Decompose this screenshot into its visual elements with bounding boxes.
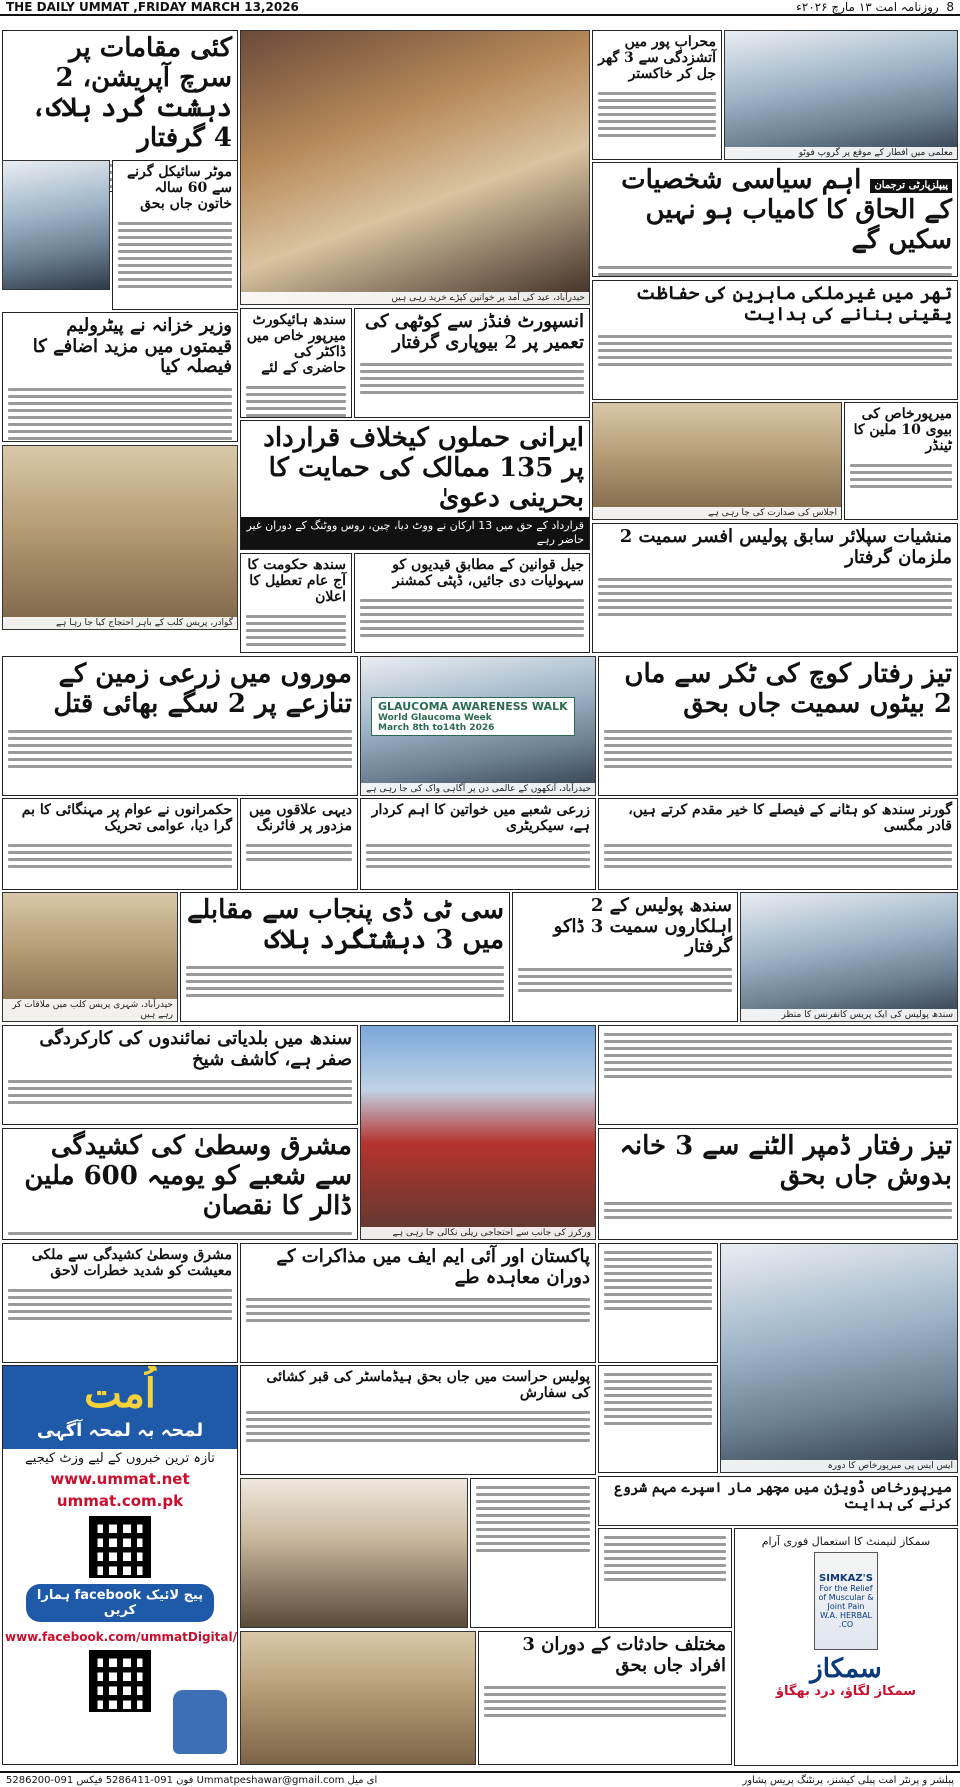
story-s2-headline: محراب پور میں آتشزدگی سے 3 گھر جل کر خاکستر (598, 34, 716, 83)
photo-p6-caption: ورکرز کی جانب سے احتجاجی ریلی نکالی جا رہی ہے (361, 1227, 595, 1239)
photo-p2-caption: معلمی میں افطار کے موقع پر گروپ فوٹو (725, 147, 957, 159)
story-s19-headline: سندھ پولیس کے 2 اہلکاروں سمیت 3 ڈاکو گرفتار (553, 895, 732, 958)
ad-ummat (2, 1365, 238, 1765)
story-s19 (512, 892, 738, 1022)
story-s27-body (598, 1365, 718, 1473)
photo-ssp-visit (720, 1243, 958, 1473)
story-s18 (180, 892, 510, 1022)
story-s26 (478, 1631, 732, 1765)
story-s3-kicker: پیپلزپارٹی ترجمان (870, 179, 952, 193)
photo-glaucoma-walk (360, 656, 596, 796)
photo-p7-caption: ایس ایس پی میرپورخاص کا دورہ (721, 1460, 957, 1472)
story-s17-headline: دیہی علاقوں میں مزدور پر فائرنگ (248, 802, 352, 835)
story-s4 (112, 160, 238, 310)
story-s4-headline: موٹر سائیکل گرنے سے 60 سالہ خاتون جاں بحق (126, 164, 232, 213)
photo-suspects (2, 160, 110, 290)
photo-group (724, 30, 958, 160)
story-s10-headline: منشیات سپلائر سابق پولیس افسر سمیت 2 ملزمان گرفتار (619, 526, 952, 568)
story-s25-headline: پولیس حراست میں جاں بحق ہیڈماسٹر کی قبر کشائی کی سفارش (266, 1369, 590, 1402)
story-s29 (598, 798, 958, 890)
story-s16-headline: زرعی شعبے میں خواتین کا اہم کردار ہے، سیکریٹری (371, 802, 590, 835)
photo-p8-caption: اجلاس کی صدارت کی جا رہی ہے (593, 507, 841, 519)
photo-press-club (2, 445, 238, 630)
story-s27 (598, 1476, 958, 1526)
story-s20 (2, 1025, 358, 1125)
story-s23 (2, 1243, 238, 1363)
story-s29-headline: گورنر سندھ کو ہٹانے کے فیصلے کا خیر مقدم کرتے ہیں، قادر مگسی (628, 802, 952, 835)
story-s11 (354, 553, 590, 653)
photo-p3-caption: گوادر، پریس کلب کے باہر احتجاج کیا جا رہا ہے (3, 617, 237, 629)
photo-p4-caption: حیدرآباد، آنکھوں کے عالمی دن پر آگاہی واک کی جا رہی ہے (361, 783, 595, 795)
photo-police-press (740, 892, 958, 1022)
story-s8-headline: تھر میں غیرملکی ماہرین کی حفاظت یقینی بنانے کی ہدایت (635, 283, 952, 325)
story-s13 (2, 656, 358, 796)
story-s22-top (598, 1025, 958, 1125)
story-s26-headline: مختلف حادثات کے دوران 3 افراد جاں بحق (522, 1634, 726, 1676)
masthead-english: THE DAILY UMMAT ,FRIDAY MARCH 13,2026 (6, 0, 299, 14)
story-s5 (2, 312, 238, 442)
story-s20-headline: سندھ میں بلدیاتی نمائندوں کی کارکردگی صفر ہے، کاشف شیخ (39, 1028, 352, 1070)
story-s21 (2, 1128, 358, 1240)
story-s24-headline: پاکستان اور آئی ایم ایف میں مذاکرات کے دوران معاہدہ طے (276, 1246, 590, 1288)
photo-conference-table (240, 1478, 468, 1628)
ad-simkaz-brand: سمکاز (810, 1654, 882, 1684)
story-s1-headline: کئی مقامات پر سرچ آپریشن، 2 دہشت گرد ہلاک، 4 گرفتار (31, 33, 232, 153)
story-s15 (2, 798, 238, 890)
story-s6 (240, 308, 352, 418)
story-s7 (354, 308, 590, 418)
ad-ummat-url1[interactable]: www.ummat.net (50, 1470, 190, 1488)
qr-code-icon-2 (89, 1650, 151, 1712)
story-s27-intro (598, 1243, 718, 1363)
story-s8 (592, 280, 958, 400)
photo-p1-caption: حیدرآباد، عید کی آمد پر خواتین کپڑے خرید رہی ہیں (241, 292, 589, 304)
photo-office-meeting (240, 1631, 476, 1765)
glaucoma-banner (371, 697, 575, 736)
photo-p5-caption: سندھ پولیس کی ایک پریس کانفرنس کا منظر (741, 1009, 957, 1021)
story-s14 (598, 656, 958, 796)
story-s3-headline-text: اہم سیاسی شخصیات کے الحاق کا کامیاب ہو نہیں سکیں گے (621, 165, 952, 255)
story-s6-headline: سندھ ہائیکورٹ میرپور خاص میں ڈاکٹر کی حاضری کے لئے (246, 312, 346, 377)
footer (0, 1771, 960, 1787)
qr-code-icon (89, 1516, 151, 1578)
story-s3-headline (593, 163, 957, 259)
ad-ummat-visit: تازہ ترین خبروں کے لیے وزٹ کیجیے (25, 1451, 215, 1466)
masthead-urdu (796, 0, 954, 14)
masthead-urdu-date: روزنامہ امت ۱۳ مارچ ۲۰۲۶ء (796, 0, 939, 14)
story-s18-headline: سی ٹی ڈی پنجاب سے مقابلے میں 3 دہشتگرد ہلاک (187, 895, 504, 955)
story-s10 (592, 523, 958, 653)
story-s22 (598, 1128, 958, 1240)
story-s21-headline: مشرق وسطیٰ کی کشیدگی سے شعبے کو یومیہ 600 ملین ڈالر کا نقصان (24, 1131, 352, 1221)
story-s7-headline: انسپورٹ فنڈز سے کوٹھی کی تعمیر پر 2 بیوپاری گرفتار (364, 311, 584, 353)
story-s28 (844, 402, 958, 520)
story-s5-headline: وزیر خزانہ نے پیٹرولیم قیمتوں میں مزید اضافے کا فیصلہ کیا (32, 315, 232, 378)
story-s17 (240, 798, 358, 890)
story-s27-headline: میرپورخاص ڈویژن میں مچھر مار اسپرے مہم شروع کرنے کی ہدایت (614, 1480, 952, 1513)
story-s2 (592, 30, 722, 160)
photo-press-conference-left (2, 892, 178, 1022)
glaucoma-banner-dates: March 8th to14th 2026 (378, 723, 495, 733)
story-s11-headline: جیل قوانین کے مطابق قیدیوں کو سہولیات دی جائیں، ڈپٹی کمشنر (392, 557, 584, 590)
story-s23-headline: مشرق وسطیٰ کشیدگی سے ملکی معیشت کو شدید خطرات لاحق (31, 1247, 232, 1280)
photo-p9-caption: حیدرآباد، شہری پریس کلب میں ملاقات کر رہے ہیں (3, 999, 177, 1021)
footer-address: پبلشر و پرنٹر امت پبلی کیشنز، پرنٹنگ پریس پشاور (742, 1774, 954, 1786)
ad-ummat-header (3, 1366, 237, 1449)
ad-ummat-url2[interactable]: ummat.com.pk (56, 1492, 184, 1510)
masthead (0, 0, 960, 16)
thumbs-up-icon (173, 1690, 227, 1754)
story-s9-headline: ایرانی حملوں کیخلاف قرارداد پر 135 ممالک کی حمایت کا بحرینی دعویٰ (263, 423, 584, 513)
story-s16 (360, 798, 596, 890)
story-s25 (240, 1365, 596, 1475)
ad-simkaz-pack-sub: For the Relief of Muscular & Joint Pain (818, 1584, 874, 1611)
ad-simkaz (734, 1528, 958, 1766)
glaucoma-banner-title: GLAUCOMA AWARENESS WALK (378, 700, 568, 713)
glaucoma-banner-sub: World Glaucoma Week (378, 713, 492, 723)
story-s24 (240, 1243, 596, 1363)
ad-ummat-brand: اُمت (84, 1370, 156, 1417)
masthead-page-number: 8 (946, 0, 954, 14)
story-s13-headline: موروں میں زرعی زمین کے تنازعے پر 2 سگے بھائی قتل (53, 659, 352, 719)
photo-shopping (240, 30, 590, 305)
story-s28-headline: میرپورخاص کی بیوی 10 ملین کا ٹینڈر (853, 406, 952, 455)
ad-ummat-facebook-url[interactable]: www.facebook.com/ummatDigital/ (5, 1630, 237, 1644)
ad-simkaz-maker: W.A. HERBAL CO. (820, 1611, 872, 1629)
ad-ummat-facebook-label: ہمارا facebook پیج لائیک کریں (26, 1584, 213, 1622)
ad-simkaz-tagline: سمکاز لگاؤ، درد بھگاؤ (775, 1684, 917, 1699)
story-s22-headline: تیز رفتار ڈمپر الٹنے سے 3 خانہ بدوش جاں بحق (619, 1131, 952, 1191)
story-s14-headline: تیز رفتار کوچ کی ٹکر سے ماں 2 بیٹوں سمیت جاں بحق (624, 659, 952, 719)
ad-ummat-slogan: لمحہ بہ لمحہ آگہی (36, 1420, 204, 1441)
ad-simkaz-pack-name: SIMKAZ'S (819, 1573, 873, 1584)
story-s12-headline: سندھ حکومت کا آج عام تعطیل کا اعلان (247, 557, 346, 606)
story-s12 (240, 553, 352, 653)
photo-rally (360, 1025, 596, 1240)
ad-simkaz-headline: سمکاز لنیمنٹ کا استعمال فوری آرام (761, 1535, 931, 1548)
ad-simkaz-pack (814, 1552, 878, 1650)
story-s9-subhead: قرارداد کے حق میں 13 ارکان نے ووٹ دیا، چین، روس ووٹنگ کے دوران غیر حاضر رہے (241, 517, 589, 550)
photo-meeting-chairs (592, 402, 842, 520)
story-s15-headline: حکمرانوں نے عوام پر مہنگائی کا بم گرا دیا، عوامی تحریک (21, 802, 232, 835)
story-s3 (592, 162, 958, 277)
footer-contact: ای میل Ummatpeshawar@gmail.com فون 091-5286411 فیکس 091-5286200 (6, 1774, 378, 1786)
story-s9 (240, 420, 590, 550)
story-s25-body (470, 1478, 596, 1628)
story-s27-col (598, 1528, 732, 1628)
